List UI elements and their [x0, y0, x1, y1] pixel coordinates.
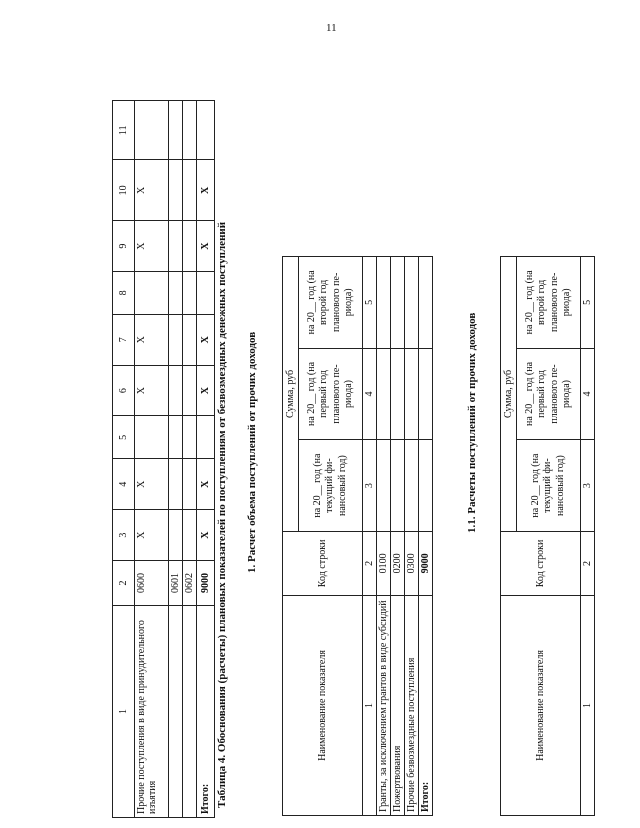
total-row [197, 101, 215, 818]
header-cell: 4 [113, 459, 135, 510]
value-cell: X [135, 365, 169, 416]
table-row [183, 101, 197, 818]
row-code-cell: 0300 [405, 531, 419, 595]
table4-title: Таблица 4. Обоснования (расчеты) плановых показателей по поступлениям от безвозмездных денежных поступлений [216, 221, 228, 808]
col-code-header: Код строки [283, 531, 363, 595]
value-cell: X [197, 221, 215, 272]
value-cell [183, 459, 197, 510]
value-cell [183, 416, 197, 459]
col-name-header: Наименование показателя [501, 595, 581, 815]
row-name-cell: Гранты, за исключением грантов в виде субсидий [377, 595, 391, 815]
value-cell: X [197, 510, 215, 561]
value-cell [391, 348, 405, 440]
row-name-cell: Прочие безвозмездные поступления [405, 595, 419, 815]
value-cell [377, 440, 391, 532]
column-number: 2 [581, 531, 595, 595]
value-cell [391, 257, 405, 349]
row-name-cell [169, 606, 183, 818]
col-year2-header: на 20__ год (на первый год планового пе-риода) [299, 348, 363, 440]
value-cell [169, 314, 183, 365]
row-name-cell: Итого: [419, 595, 433, 815]
value-cell [135, 101, 169, 160]
value-cell: X [197, 459, 215, 510]
value-cell: X [135, 510, 169, 561]
header-cell: 1 [113, 606, 135, 818]
row-code-cell: 0601 [169, 561, 183, 606]
value-cell [405, 348, 419, 440]
value-cell: X [197, 160, 215, 221]
row-code-cell: 0100 [377, 531, 391, 595]
row-code-cell: 0602 [183, 561, 197, 606]
value-cell [183, 272, 197, 315]
table-row [391, 257, 405, 816]
value-cell [377, 348, 391, 440]
value-cell [197, 272, 215, 315]
value-cell [391, 440, 405, 532]
value-cell [135, 416, 169, 459]
value-cell [377, 257, 391, 349]
section11-table [500, 256, 595, 816]
column-number: 4 [581, 348, 595, 440]
row-name-cell: Пожертвования [391, 595, 405, 815]
value-cell [169, 221, 183, 272]
value-cell: X [135, 221, 169, 272]
value-cell [135, 272, 169, 315]
table-row [135, 101, 169, 818]
value-cell: X [197, 314, 215, 365]
column-number: 1 [581, 595, 595, 815]
column-number: 4 [363, 348, 377, 440]
value-cell [183, 314, 197, 365]
value-cell [169, 160, 183, 221]
section1-table [282, 256, 433, 816]
column-number: 3 [363, 440, 377, 532]
value-cell [183, 101, 197, 160]
value-cell: X [135, 314, 169, 365]
value-cell: X [197, 365, 215, 416]
value-cell [183, 510, 197, 561]
col-sum-header: Сумма, руб [283, 257, 299, 532]
column-number: 2 [363, 531, 377, 595]
header-cell: 8 [113, 272, 135, 315]
value-cell: X [135, 459, 169, 510]
value-cell [419, 348, 433, 440]
table-header-row [501, 257, 517, 816]
column-number: 5 [581, 257, 595, 349]
page-number: 11 [326, 22, 337, 34]
column-number: 5 [363, 257, 377, 349]
value-cell [183, 160, 197, 221]
section1-title: 1. Расчет объема поступлений от прочих доходов [246, 331, 258, 573]
col-year1-header: на 20__ год (на текущий фи-нансовый год) [517, 440, 581, 532]
row-code-cell: 9000 [419, 531, 433, 595]
col-name-header: Наименование показателя [283, 595, 363, 815]
column-number-row [363, 257, 377, 816]
header-cell: 9 [113, 221, 135, 272]
header-cell: 7 [113, 314, 135, 365]
value-cell [405, 440, 419, 532]
column-number: 1 [363, 595, 377, 815]
value-cell [169, 459, 183, 510]
row-name-cell: Прочие поступления в виде принудительного изъятия [135, 606, 169, 818]
row-code-cell: 0600 [135, 561, 169, 606]
header-cell: 6 [113, 365, 135, 416]
col-code-header: Код строки [501, 531, 581, 595]
continuation-table [112, 100, 215, 818]
value-cell [419, 440, 433, 532]
table-row [377, 257, 391, 816]
col-sum-header: Сумма, руб [501, 257, 517, 532]
col-year2-header: на 20__ год (на первый год планового пе-риода) [517, 348, 581, 440]
value-cell [169, 365, 183, 416]
row-code-cell: 9000 [197, 561, 215, 606]
column-number: 3 [581, 440, 595, 532]
value-cell [197, 101, 215, 160]
value-cell [169, 416, 183, 459]
value-cell [183, 365, 197, 416]
value-cell [405, 257, 419, 349]
col-year3-header: на 20__ год (на второй год планового пе-риода) [299, 257, 363, 349]
value-cell [183, 221, 197, 272]
value-cell: X [135, 160, 169, 221]
section11-title: 1.1. Расчеты поступлений от прочих доходов [466, 312, 478, 533]
value-cell [169, 510, 183, 561]
header-cell: 5 [113, 416, 135, 459]
table-header-row [283, 257, 299, 816]
col-year3-header: на 20__ год (на второй год планового пе-риода) [517, 257, 581, 349]
value-cell [169, 101, 183, 160]
table-row [169, 101, 183, 818]
header-cell: 11 [113, 101, 135, 160]
row-name-cell [183, 606, 197, 818]
total-row [419, 257, 433, 816]
row-name-cell: Итого: [197, 606, 215, 818]
column-number-row [581, 257, 595, 816]
header-cell: 10 [113, 160, 135, 221]
table-header-row [113, 101, 135, 818]
header-cell: 2 [113, 561, 135, 606]
value-cell [197, 416, 215, 459]
row-code-cell: 0200 [391, 531, 405, 595]
value-cell [169, 272, 183, 315]
value-cell [419, 257, 433, 349]
header-cell: 3 [113, 510, 135, 561]
table-row [405, 257, 419, 816]
col-year1-header: на 20__ год (на текущий фи-нансовый год) [299, 440, 363, 532]
